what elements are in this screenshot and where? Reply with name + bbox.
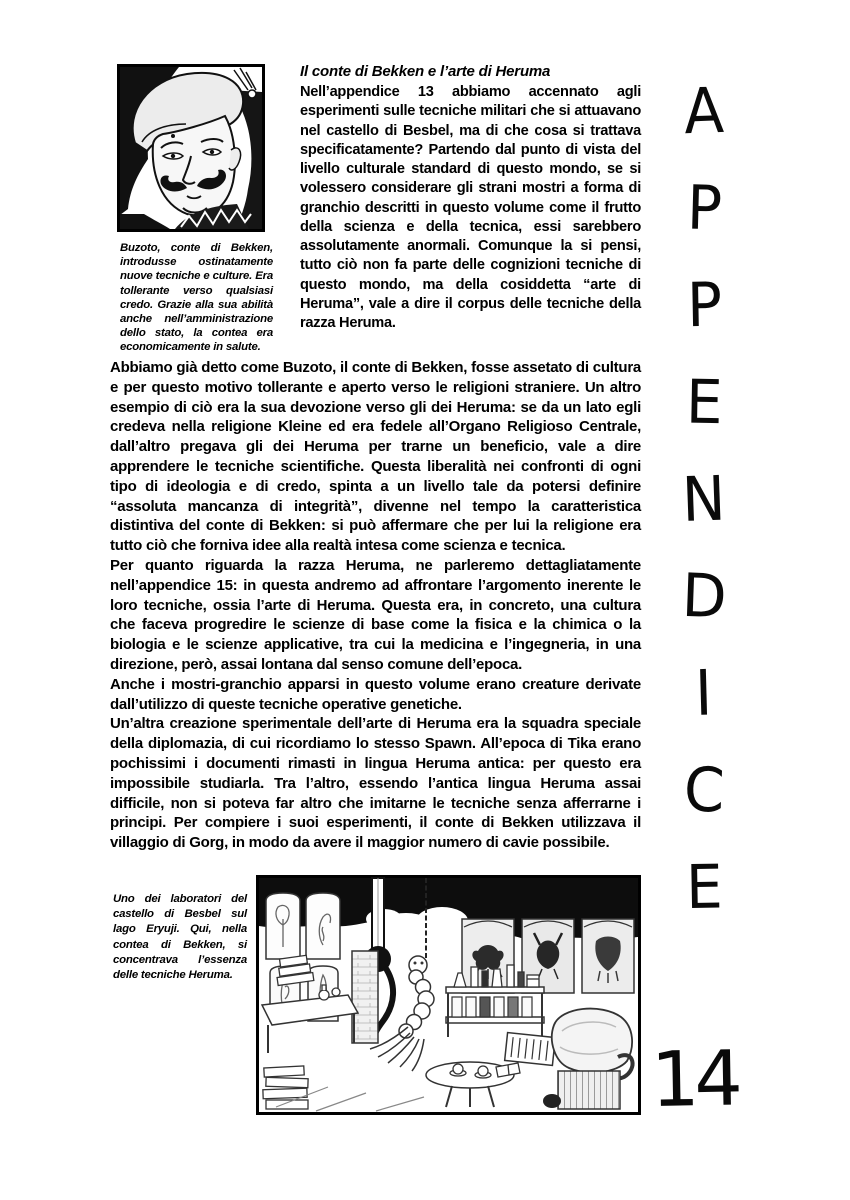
appendix-letter: N xyxy=(681,462,727,536)
intro-column xyxy=(300,62,641,333)
laboratory-caption: Uno dei laboratori del castello di Besbel sul lago Eryuji. Qui, nella contea di Bekken, si concentrava l’essenza delle tecniche Heruma. xyxy=(113,893,247,982)
appendix-letter: D xyxy=(680,560,728,632)
body-text xyxy=(110,358,641,853)
body-paragraph: Per quanto riguarda la razza Heruma, ne parleremo dettagliatamente nell’appendice 15: in questa andremo ad affrontare l’argomento inerente le loro tecniche, ossia l’arte di Heruma. Questa era, in concreto, una cultura che faceva progredire le scienze di base come la fisica e la chimica o la biologia e le scienze applicative, tra cui la medicina e l’ingegneria, in una direzione, però, assai lontana dal senso comune dell’epoca. xyxy=(110,556,641,673)
appendix-letter: I xyxy=(694,656,714,730)
portrait-drawing xyxy=(117,64,265,232)
appendix-letter: A xyxy=(682,73,726,149)
intro-paragraph: Nell’appendice 13 abbiamo accennato agli esperimenti sulle tecniche militari che si attuavano nel castello di Besbel, ma di che cosa si trattava specificatamente? Partendo dal punto di vista del livello culturale standard di questo mondo, se si volessero considerare gli strani mostri a forma di granchio descritti in questo volume come il frutto della scienza e della tecnica, essi sarebbero assolutamente anormali. Comunque la si pensi, tutto ciò non fa parte delle cognizioni tecniche di questo mondo, ma della cosiddetta “arte di Heruma”, vale a dire il corpus delle tecniche della razza Heruma. xyxy=(300,84,641,331)
appendix-letter: P xyxy=(685,269,723,341)
body-paragraph: Anche i mostri-granchio apparsi in questo volume erano creature derivate dall’utilizzo di queste tecniche operative genetiche. xyxy=(110,675,641,713)
laboratory-illustration xyxy=(256,875,641,1115)
body-paragraph: Abbiamo già detto come Buzoto, il conte di Bekken, fosse assetato di cultura e per questo motivo tollerante e aperto verso le religioni straniere. Un altro esempio di ciò era la sua devozione verso gli dei Heruma: se da un lato egli credeva nella religione Kleine ed era fedele all’Organo Religioso Centrale, dall’altro pregava gli dei Heruma per trarne un beneficio, vale a dire apprendere le tecniche scientifiche. Questa liberalità nei confronti di ogni tipo di ideologia e di credo, spinta a un livello tale da potersi definire “assoluta mancanza di integrità”, divenne nel tempo la caratteristica distintiva del conte di Bekken: si può affermare che per lui la religione era tutto ciò che forniva idee alla realtà intesa come scienza e tecnica. xyxy=(110,359,641,555)
appendix-vertical-label xyxy=(660,73,748,923)
appendix-letter: E xyxy=(685,851,723,923)
laboratory-drawing xyxy=(256,875,641,1115)
portrait-illustration xyxy=(117,64,265,232)
appendix-letter: E xyxy=(685,366,723,438)
article-title: Il conte di Bekken e l’arte di Heruma xyxy=(300,63,551,80)
appendix-number: 14 xyxy=(650,1033,739,1124)
appendix-letter: C xyxy=(682,753,726,827)
body-paragraph: Un’altra creazione sperimentale dell’arte di Heruma era la squadra speciale della diplomazia, di cui ricordiamo lo stesso Spawn. All’epoca di Tika erano pochissimi i documenti rimasti in lingua Heruma antica: per questo era impossibile studiarla. Tra l’altro, essendo l’antica lingua Heruma assai difficile, non si poteva far altro che imitarne le tecniche senza afferrarne i principi. Per compiere i suoi esperimenti, il conte di Bekken utilizzava il villaggio di Gorg, in modo da avere il maggior numero di cavie possibile. xyxy=(110,715,641,852)
portrait-caption: Buzoto, conte di Bekken, introdusse ostinatamente nuove tecniche e culture. Era tollerante verso qualsiasi credo. Grazie alla sua abilità anche nell’amministrazione dello stato, la contea era economicamente in salute. xyxy=(120,242,273,354)
appendix-letter: P xyxy=(685,171,723,245)
